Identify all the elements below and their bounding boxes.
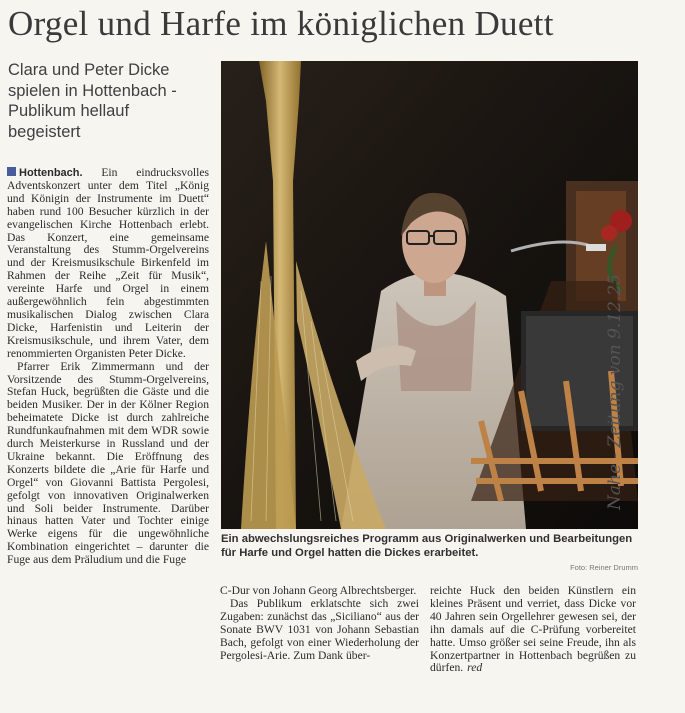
article-paragraph: Pfarrer Erik Zimmermann und der Vorsitzende des Stumm-Orgelvereins, Stefan Huck, begrüßten die Gäste und die beiden Musiker. Der in der Kölner Region beheimatete Dicke ist durch zahlreiche Rundfunkaufnahmen mit dem WDR sowie durch Meisterkurse in Russland und der Ukraine bekannt. Die Eröffnung des Konzerts bildete die „Arie für Harfe und Orgel“ von Giovanni Battista Pergolesi, gefolgt von innovativen Originalwerken und Soli beider Instrumente. Darüber hinaus hatten Vater und Tochter einige Werke eigens für die ungewöhnliche Kombination eingerichtet – darunter die Fuge aus dem Präludium und die Fuge	[7, 359, 209, 567]
subhead-line: Publikum hellauf	[8, 102, 130, 121]
caption-line: Ein abwechslungsreiches Programm aus Originalwerken und Bearbeitungen	[221, 533, 633, 545]
subheadline	[8, 60, 213, 142]
caption-line: für Harfe und Orgel hatten die Dickes erarbeitet.	[221, 547, 479, 559]
photo-credit: Foto: Reiner Drumm	[570, 563, 638, 572]
subhead-line: Clara und Peter Dicke	[8, 61, 170, 79]
author-signature: red	[467, 661, 483, 675]
handwritten-source-date: Nahe - Zeitung von 9.12.25	[605, 274, 625, 510]
article-paragraph: Das Publikum erklatschte sich zwei Zugaben: zunächst das „Siciliano“ aus der Sonate BWV 1031 von Johann Sebastian Bach, gefolgt von einer Wiederholung der Pergolesi-Arie. Zum Dank über-	[220, 596, 419, 662]
article-paragraph	[7, 167, 209, 361]
dateline-marker-icon	[7, 167, 16, 176]
article-column-left	[7, 167, 209, 567]
paragraph-text: reichte Huck den beiden Künstlern ein kleines Präsent und verriet, dass Dicke vor 40 Jahren sein Orgellehrer gewesen sei, der ihn damals auf die C-Prüfung vorbereitet hatte. Umso größer sei seine Freude, ihn als Konzertpartner in Hottenbach begrüßen zu dürfen.	[430, 584, 636, 675]
article-photo	[221, 61, 638, 529]
article-paragraph: C-Dur von Johann Georg Albrechtsberger.	[220, 584, 417, 597]
headline: Orgel und Harfe im königlichen Duett	[8, 4, 554, 43]
subhead-line: spielen in Hottenbach -	[8, 81, 177, 100]
photo-harpist-at-organ	[221, 61, 638, 529]
article-paragraph	[430, 585, 636, 675]
article-column-right	[430, 585, 636, 675]
dateline: Hottenbach.	[19, 167, 83, 179]
subhead-line: begeistert	[8, 122, 81, 141]
paragraph-text: Ein eindrucksvolles Adventskonzert unter dem Titel „König und Königin der Instrumente im Duett“ haben rund 100 Besucher kürzlich in der evangelischen Kirche Hottenbach erlebt. Das Konzert, eine gemeinsame Veranstaltung des Stumm-Orgelvereins und der Kreismusikschule Birkenfeld im Rahmen der Reihe „Zeit für Musik“, vereinte Harfe und Orgel in einem außergewöhnlich fein abgestimmten musikalischen Dialog zwischen Clara Dicke, Harfenistin und Leiterin der Kreismusikschule, und ihrem Vater, dem renommierten Organisten Peter Dicke.	[7, 166, 209, 360]
article-column-middle	[220, 585, 419, 662]
photo-caption	[221, 532, 641, 560]
